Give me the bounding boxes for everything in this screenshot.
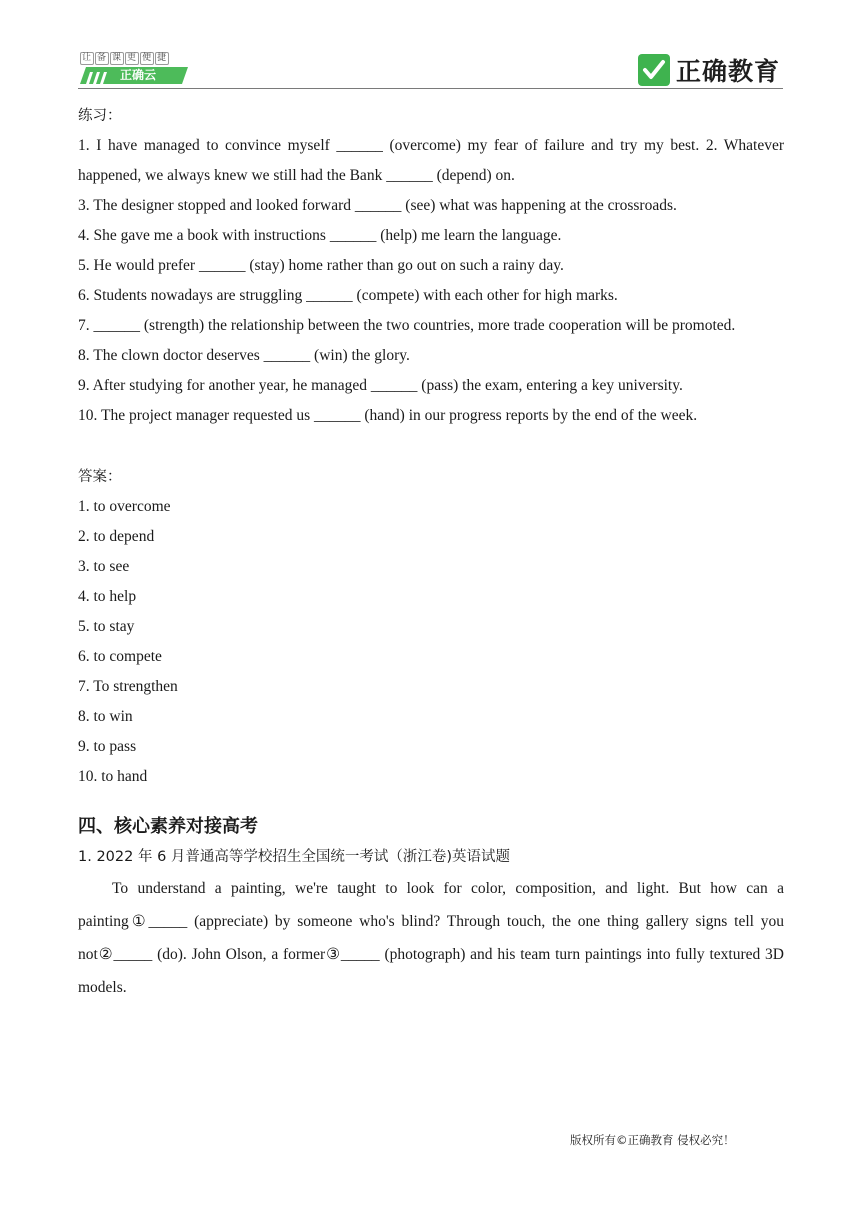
- answer-item: 5. to stay: [78, 618, 135, 635]
- answer-item: 8. to win: [78, 708, 133, 725]
- question-6: 6. Students nowadays are struggling ______ (compete) with each other for high marks.: [78, 287, 618, 304]
- answer-item: 3. to see: [78, 558, 130, 575]
- header-divider: [78, 88, 783, 89]
- cloud-label: 正确云: [120, 68, 157, 82]
- answers-heading: 答案：: [78, 469, 122, 485]
- page-header: [0, 0, 860, 90]
- slogan-char: 便: [142, 53, 153, 63]
- copyright-footer: 版权所有©正确教育 侵权必究！: [570, 1133, 735, 1147]
- question-5: 5. He would prefer ______ (stay) home rather than go out on such a rainy day.: [78, 257, 564, 274]
- question-7: 7. ______ (strength) the relationship between the two countries, more trade cooperation will be promoted.: [78, 317, 736, 334]
- brand-name: 正确教育: [675, 57, 780, 86]
- question-3: 3. The designer stopped and looked forward ______ (see) what was happening at the crossroads.: [78, 197, 677, 214]
- reading-passage: To understand a painting, we're taught to look for color, composition, and light. But how can a painting①_____ (appreciate) by someone who's blind? Through touch, the one thing gallery signs tell you not②_____ (do). John Olson, a former③_____ (photograph) and his team turn paintings into fully textured 3D models.: [78, 880, 784, 996]
- slogan-char: 捷: [157, 53, 168, 63]
- slogan-char: 备: [97, 53, 108, 63]
- question-10: 10. The project manager requested us ______ (hand) in our progress reports by the end of the week.: [78, 407, 698, 424]
- answer-item: 6. to compete: [78, 648, 162, 665]
- question-4: 4. She gave me a book with instructions ______ (help) me learn the language.: [78, 227, 562, 244]
- answer-item: 7. To strengthen: [78, 678, 178, 695]
- practice-heading: 练习：: [78, 108, 122, 124]
- question-1-2: 1. I have managed to convince myself ______ (overcome) my fear of failure and try my best. 2. Whatever happened, we always knew we still had the Bank ______ (depend) on.: [78, 137, 784, 184]
- answer-item: 1. to overcome: [78, 498, 171, 515]
- answer-item: 4. to help: [78, 588, 137, 605]
- slogan: [80, 52, 170, 65]
- section-4-title: 四、核心素养对接高考: [78, 816, 258, 837]
- checkmark-logo-icon: [638, 54, 670, 86]
- answer-item: 9. to pass: [78, 738, 137, 755]
- slogan-char: 课: [112, 53, 123, 63]
- exam-title: 1. 2022 年 6 月普通高等学校招生全国统一考试（浙江卷)英语试题: [78, 849, 511, 865]
- slogan-char: 让: [82, 53, 93, 63]
- slogan-char: 更: [127, 53, 138, 63]
- question-9: 9. After studying for another year, he managed ______ (pass) the exam, entering a key university.: [78, 377, 683, 394]
- brand-logo: [638, 53, 780, 87]
- answer-item: 2. to depend: [78, 528, 155, 545]
- document-body: [78, 101, 784, 1004]
- question-8: 8. The clown doctor deserves ______ (win) the glory.: [78, 347, 410, 364]
- spacer: [78, 431, 784, 462]
- answer-item: 10. to hand: [78, 768, 148, 785]
